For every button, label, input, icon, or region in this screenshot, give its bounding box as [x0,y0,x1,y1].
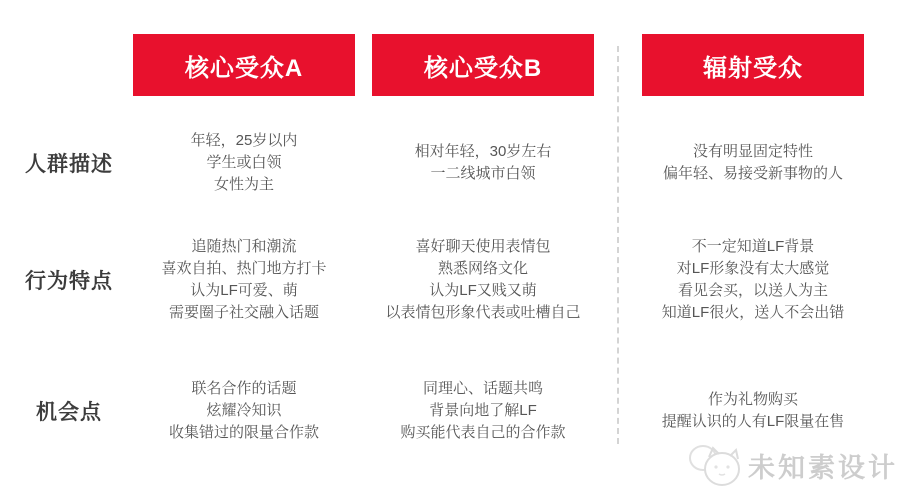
watermark [686,438,898,492]
cell-line: 喜欢自拍、热门地方打卡 [161,260,327,277]
watermark-text: 未知素设计 [748,452,898,483]
cell-c-behaviors [608,232,898,328]
column-header-core-audience-b: 核心受众B [372,34,594,96]
cell-line: 一二线城市白领 [430,165,536,182]
cell-line: 追随热门和潮流 [191,238,297,255]
cell-b-opportunities [338,365,628,457]
cell-line: 熟悉网络文化 [437,260,528,277]
cell-line: 认为LF可爱、萌 [190,282,298,299]
column-core-audience-a [119,0,369,500]
cell-line: 收集错过的限量合作款 [168,424,319,441]
cell-line: 炫耀冷知识 [206,402,282,419]
cell-line: 提醒认识的人有LF限量在售 [661,413,845,430]
cell-line: 对LF形象没有太大感觉 [676,260,830,277]
column-header-core-audience-a: 核心受众A [133,34,355,96]
cell-line: 作为礼物购买 [707,391,798,408]
cell-b-behaviors [338,232,628,328]
watermark-cat-logo-icon [686,438,744,492]
cell-line: 以表情包形象代表或吐槽自己 [385,304,581,321]
cell-line: 不一定知道LF背景 [691,238,815,255]
cell-line: 知道LF很火，送人不会出错 [661,304,845,321]
cell-line: 需要圈子社交融入话题 [168,304,319,321]
cell-line: 购买能代表自己的合作款 [400,424,566,441]
cell-line: 没有明显固定特性 [692,143,813,160]
row-label-behaviors: 行为特点 [25,270,113,293]
cell-line: 同理心、话题共鸣 [422,380,543,397]
cell-line: 看见会买，以送人为主 [677,282,828,299]
cell-line: 年轻，25岁以内 [190,132,298,149]
cell-c-demographics [608,117,898,209]
row-label-opportunities: 机会点 [36,401,102,424]
column-header-radiating-audience: 辐射受众 [642,34,864,96]
cell-b-demographics [338,117,628,209]
column-radiating-audience [628,0,878,500]
row-label-demographics: 人群描述 [25,153,113,176]
cell-line: 学生或白领 [206,154,282,171]
cell-line: 偏年轻、易接受新事物的人 [662,165,843,182]
cell-line: 联名合作的话题 [191,380,297,397]
cell-line: 认为LF又贱又萌 [429,282,537,299]
cell-line: 相对年轻，30岁左右 [414,143,552,160]
cell-line: 喜好聊天使用表情包 [415,238,551,255]
column-core-audience-b [358,0,608,500]
cell-line: 背景向地了解LF [429,402,537,419]
cell-line: 女性为主 [213,176,274,193]
